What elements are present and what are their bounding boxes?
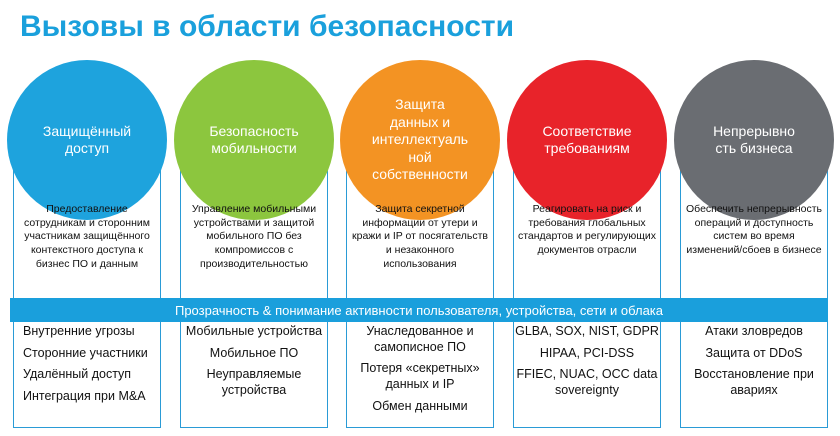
threat-list bbox=[682, 324, 826, 405]
threat-list bbox=[348, 324, 492, 420]
circle-label: интеллектуаль bbox=[371, 131, 469, 148]
column-mobility-security bbox=[180, 0, 328, 436]
list-item: Восстановление при авариях bbox=[694, 367, 814, 397]
circle-data-protection bbox=[340, 60, 500, 220]
circle-mobility-security bbox=[174, 60, 334, 220]
page-title: Вызовы в области безопасности bbox=[20, 10, 515, 43]
circle-label: Соответствие bbox=[542, 122, 632, 139]
circle-label: доступ bbox=[64, 140, 110, 156]
list-item: FFIEC, NUAC, OCC data sovereignty bbox=[516, 367, 658, 397]
list-item: Унаследованное и самописное ПО bbox=[366, 324, 474, 354]
circle-secure-access bbox=[7, 60, 167, 220]
threat-list bbox=[515, 324, 659, 405]
circle-label: Безопасность bbox=[209, 122, 299, 139]
list-item: Внутренние угрозы bbox=[23, 324, 135, 338]
list-item: Атаки зловредов bbox=[705, 324, 803, 338]
list-item: GLBA, SOX, NIST, GDPR bbox=[515, 324, 659, 338]
column-description: Обеспечить непрерывность операций и доступность систем во время изменений/сбоев в бизнесе bbox=[686, 203, 822, 256]
list-item: Удалённый доступ bbox=[23, 367, 132, 382]
list-item: Защита от DDoS bbox=[705, 345, 803, 360]
list-item: Мобильное ПО bbox=[209, 345, 299, 360]
circle-label: собственности bbox=[372, 166, 468, 183]
circle-business-continuity bbox=[674, 60, 834, 220]
column-compliance bbox=[513, 0, 661, 436]
list-item: Интеграция при M&A bbox=[23, 388, 146, 403]
list-item: Потеря «секретных» данных и IP bbox=[360, 361, 480, 391]
list-item: Обмен данными bbox=[372, 398, 468, 413]
circle-label: требованиям bbox=[544, 140, 630, 156]
column-business-continuity bbox=[680, 0, 828, 436]
circle-label: ной bbox=[408, 148, 432, 165]
threat-list bbox=[15, 324, 159, 411]
circle-label: Защищённый bbox=[42, 122, 132, 139]
circle-label: сть бизнеса bbox=[715, 140, 793, 156]
list-item: Мобильные устройства bbox=[185, 324, 323, 338]
column-description: Защита секретной информации от утери и кражи и IP от посягательств и незаконного использования bbox=[352, 203, 488, 270]
circle-label: Защита bbox=[395, 96, 445, 113]
visibility-banner: Прозрачность & понимание активности пользователя, устройства, сети и облака bbox=[10, 298, 828, 322]
circle-label: данных и bbox=[389, 113, 451, 130]
threat-list bbox=[182, 324, 326, 405]
list-item: Сторонние участники bbox=[23, 345, 148, 360]
column-description: Реагировать на риск и требования глобальных стандартов и регулирующих документов отрасли bbox=[517, 203, 657, 256]
column-data-protection bbox=[346, 0, 494, 436]
circle-label: мобильности bbox=[211, 140, 297, 156]
circle-compliance bbox=[507, 60, 667, 220]
list-item: HIPAA, PCI-DSS bbox=[539, 345, 635, 360]
list-item: Неуправляемые устройства bbox=[206, 367, 302, 397]
column-description: Предоставление сотрудникам и сторонним участникам защищённого контекстного доступа к бизнес ПО и данным bbox=[24, 203, 150, 270]
circle-label: Непрерывно bbox=[713, 122, 795, 139]
column-description: Управление мобильными устройствами и защитой мобильного ПО без компромиссов с производительностью bbox=[191, 203, 317, 270]
column-secure-access bbox=[13, 0, 161, 436]
